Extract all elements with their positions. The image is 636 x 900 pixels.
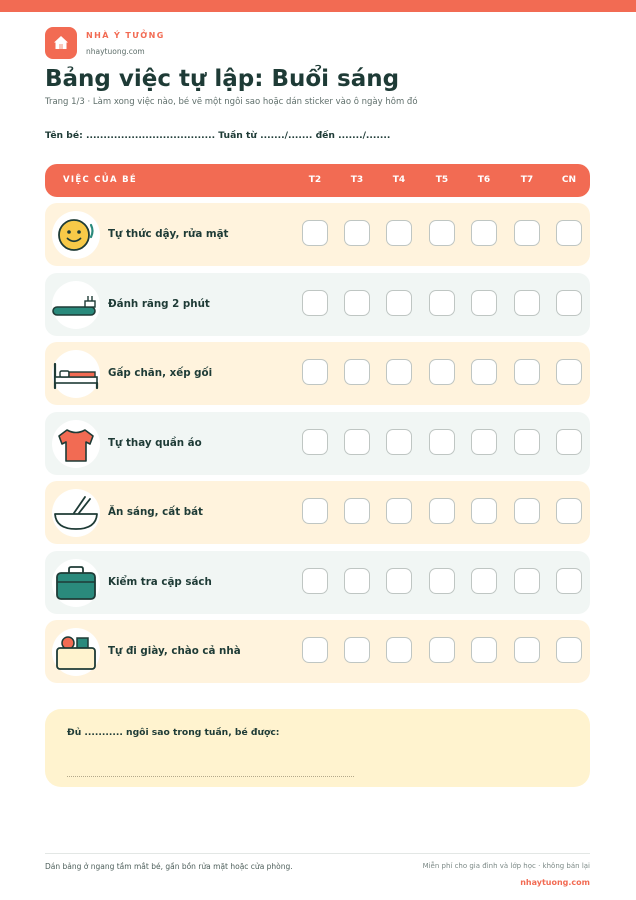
task-label: Ăn sáng, cất bát — [108, 506, 203, 518]
checkbox-t4[interactable] — [386, 220, 412, 246]
checkbox-t3[interactable] — [344, 290, 370, 316]
checkbox-t3[interactable] — [344, 429, 370, 455]
checkbox-t6[interactable] — [471, 637, 497, 663]
reward-text: Đủ ........... ngôi sao trong tuần, bé được: — [67, 727, 280, 738]
task-label: Tự thức dậy, rửa mặt — [108, 228, 229, 240]
checkbox-t2[interactable] — [302, 568, 328, 594]
checkbox-t5[interactable] — [429, 568, 455, 594]
day-header-cn: CN — [561, 175, 577, 185]
name-week-line: Tên bé: ..................................... Tuần từ ......./....... đến ......./....... — [45, 130, 391, 141]
checkbox-t3[interactable] — [344, 220, 370, 246]
checkbox-t7[interactable] — [514, 568, 540, 594]
shoe-box-icon — [52, 628, 100, 676]
brand-url: nhaytuong.com — [86, 46, 145, 56]
footer-note: Dán bảng ở ngang tầm mắt bé, gần bồn rửa mặt hoặc cửa phòng. — [45, 862, 293, 871]
task-row — [45, 412, 590, 475]
task-label: Kiểm tra cặp sách — [108, 576, 212, 588]
checkbox-cn[interactable] — [556, 429, 582, 455]
page-title: Bảng việc tự lập: Buổi sáng — [45, 66, 400, 92]
tshirt-icon — [52, 420, 100, 468]
task-label: Đánh răng 2 phút — [108, 298, 210, 310]
checkbox-t3[interactable] — [344, 637, 370, 663]
school-bag-icon — [52, 559, 100, 607]
checkbox-t7[interactable] — [514, 359, 540, 385]
task-row — [45, 273, 590, 336]
task-row — [45, 481, 590, 544]
checkbox-t2[interactable] — [302, 637, 328, 663]
task-row — [45, 551, 590, 614]
checkbox-t6[interactable] — [471, 220, 497, 246]
checkbox-cn[interactable] — [556, 359, 582, 385]
table-header — [45, 164, 590, 197]
day-header-t2: T2 — [308, 175, 322, 185]
day-header-t4: T4 — [392, 175, 406, 185]
checkbox-cn[interactable] — [556, 290, 582, 316]
checkbox-t6[interactable] — [471, 429, 497, 455]
house-logo-icon — [45, 27, 77, 59]
checkbox-t7[interactable] — [514, 220, 540, 246]
checkbox-t5[interactable] — [429, 290, 455, 316]
brand — [45, 27, 165, 59]
checkbox-t5[interactable] — [429, 359, 455, 385]
checkbox-t4[interactable] — [386, 568, 412, 594]
checkbox-t4[interactable] — [386, 290, 412, 316]
checkbox-t2[interactable] — [302, 290, 328, 316]
task-row — [45, 620, 590, 683]
day-header-t5: T5 — [435, 175, 449, 185]
checkbox-t2[interactable] — [302, 429, 328, 455]
day-header-t3: T3 — [350, 175, 364, 185]
checkbox-cn[interactable] — [556, 568, 582, 594]
day-header-t7: T7 — [520, 175, 534, 185]
checkbox-t6[interactable] — [471, 359, 497, 385]
task-label: Tự thay quần áo — [108, 437, 202, 449]
checkbox-t4[interactable] — [386, 498, 412, 524]
toothbrush-icon — [52, 281, 100, 329]
checkbox-t6[interactable] — [471, 290, 497, 316]
checkbox-t4[interactable] — [386, 359, 412, 385]
task-row — [45, 342, 590, 405]
footer-divider — [45, 853, 590, 854]
checkbox-cn[interactable] — [556, 220, 582, 246]
checkbox-t5[interactable] — [429, 498, 455, 524]
checkbox-t5[interactable] — [429, 637, 455, 663]
checkbox-t3[interactable] — [344, 498, 370, 524]
task-column-header: VIỆC CỦA BÉ — [63, 175, 138, 185]
checkbox-t2[interactable] — [302, 220, 328, 246]
checkbox-t5[interactable] — [429, 220, 455, 246]
smiley-face-icon — [52, 211, 100, 259]
checkbox-t7[interactable] — [514, 429, 540, 455]
checkbox-t7[interactable] — [514, 498, 540, 524]
checkbox-t3[interactable] — [344, 568, 370, 594]
checkbox-t7[interactable] — [514, 637, 540, 663]
bed-icon — [52, 350, 100, 398]
checkbox-cn[interactable] — [556, 637, 582, 663]
reward-box — [45, 709, 590, 787]
checkbox-t5[interactable] — [429, 429, 455, 455]
checkbox-t7[interactable] — [514, 290, 540, 316]
task-label: Tự đi giày, chào cả nhà — [108, 645, 241, 657]
checkbox-t6[interactable] — [471, 498, 497, 524]
reward-write-line[interactable] — [67, 776, 354, 777]
task-label: Gấp chăn, xếp gối — [108, 367, 213, 379]
checkbox-t2[interactable] — [302, 498, 328, 524]
bowl-chopsticks-icon — [52, 489, 100, 537]
footer-license-note: Miễn phí cho gia đình và lớp học · không bán lại — [422, 862, 590, 870]
checkbox-t4[interactable] — [386, 429, 412, 455]
task-row — [45, 203, 590, 266]
checkbox-t2[interactable] — [302, 359, 328, 385]
checkbox-t4[interactable] — [386, 637, 412, 663]
footer-url[interactable]: nhaytuong.com — [520, 878, 590, 887]
checkbox-t3[interactable] — [344, 359, 370, 385]
checkbox-cn[interactable] — [556, 498, 582, 524]
day-header-t6: T6 — [477, 175, 491, 185]
page-subtitle: Trang 1/3 · Làm xong việc nào, bé vẽ một ngôi sao hoặc dán sticker vào ô ngày hôm đó — [45, 97, 418, 107]
checkbox-t6[interactable] — [471, 568, 497, 594]
brand-name: NHÀ Ý TƯỞNG — [86, 30, 165, 40]
top-accent-bar — [0, 0, 636, 12]
